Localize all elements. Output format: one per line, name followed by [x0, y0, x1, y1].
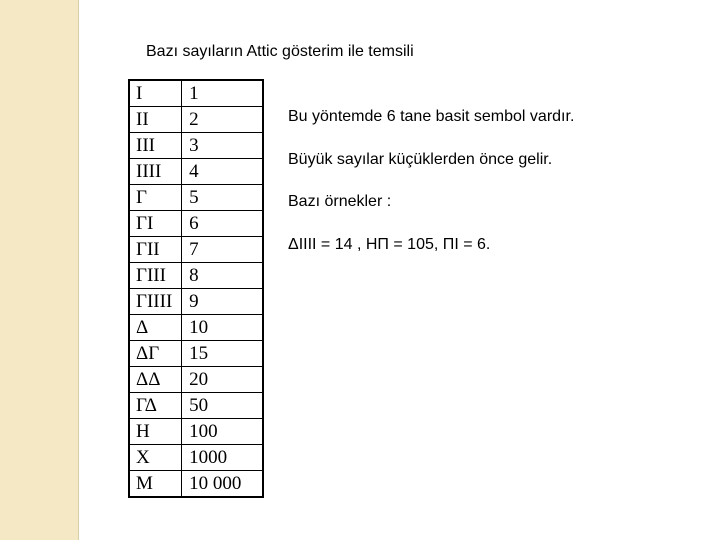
attic-numeral-table [128, 79, 264, 498]
attic-symbol: Δ [129, 315, 182, 341]
numeric-value: 1 [182, 80, 263, 107]
attic-symbol: Γ [129, 185, 182, 211]
attic-symbol: ΔΔ [129, 367, 182, 393]
table-row [129, 263, 263, 289]
attic-symbol: I [129, 80, 182, 107]
table-row [129, 445, 263, 471]
numeric-value: 15 [182, 341, 263, 367]
numeric-value: 3 [182, 133, 263, 159]
table-row [129, 289, 263, 315]
table-row [129, 367, 263, 393]
table-row [129, 133, 263, 159]
slide-title: Bazı sayıların Attic gösterim ile temsili [146, 43, 414, 60]
numeric-value: 8 [182, 263, 263, 289]
decorative-sidebar [0, 0, 79, 540]
numeric-value: 2 [182, 107, 263, 133]
table-row [129, 393, 263, 419]
attic-symbol: ΓIIII [129, 289, 182, 315]
attic-symbol: M [129, 471, 182, 498]
table-row [129, 341, 263, 367]
numeric-value: 7 [182, 237, 263, 263]
attic-symbol: X [129, 445, 182, 471]
numeric-value: 4 [182, 159, 263, 185]
attic-symbol: IIII [129, 159, 182, 185]
table-row [129, 211, 263, 237]
attic-symbol: ΔΓ [129, 341, 182, 367]
attic-symbol: II [129, 107, 182, 133]
table-row [129, 159, 263, 185]
table-row [129, 315, 263, 341]
attic-symbol: H [129, 419, 182, 445]
table-row [129, 419, 263, 445]
numeric-value: 20 [182, 367, 263, 393]
attic-symbol: ΓΔ [129, 393, 182, 419]
numeric-value: 6 [182, 211, 263, 237]
numeric-value: 100 [182, 419, 263, 445]
attic-symbol: III [129, 133, 182, 159]
numeric-value: 10 000 [182, 471, 263, 498]
attic-symbol: ΓIII [129, 263, 182, 289]
attic-symbol: ΓII [129, 237, 182, 263]
table-row [129, 237, 263, 263]
numeric-value: 50 [182, 393, 263, 419]
numeric-value: 10 [182, 315, 263, 341]
numeric-value: 1000 [182, 445, 263, 471]
numeric-value: 5 [182, 185, 263, 211]
numeric-value: 9 [182, 289, 263, 315]
table-row [129, 471, 263, 498]
table-row [129, 80, 263, 107]
table-row [129, 107, 263, 133]
attic-symbol: ΓI [129, 211, 182, 237]
table-row [129, 185, 263, 211]
